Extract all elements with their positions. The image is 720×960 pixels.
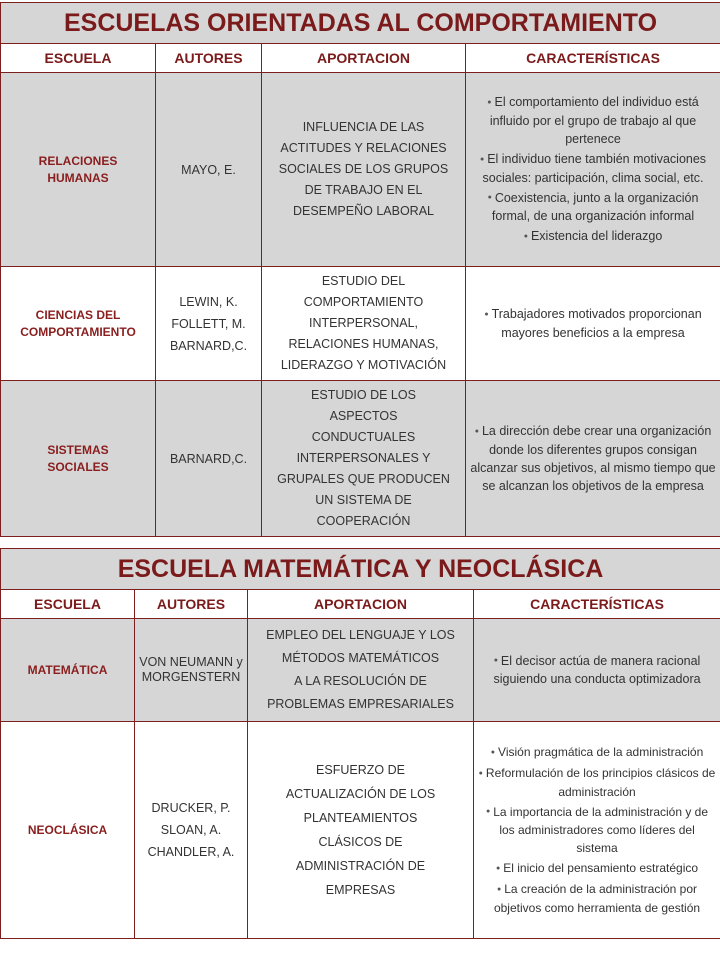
table-title: ESCUELA MATEMÁTICA Y NEOCLÁSICA <box>1 549 720 590</box>
autores-cell <box>156 73 262 267</box>
escuela-cell <box>1 381 156 537</box>
aportacion-line: INTERPERSONALES Y <box>296 451 431 465</box>
autor-line: CHANDLER, A. <box>147 845 235 859</box>
caracteristica-item-text: El decisor actúa de manera racional siguiendo una conducta optimizadora <box>493 653 701 687</box>
bullet-icon: ● <box>487 98 492 106</box>
caracteristica-item-text: La dirección debe crear una organización donde los diferentes grupos consigan alcanzar sus objetivos, al mismo tiempo que se alcanzan los objetivos de la empresa <box>470 424 716 493</box>
caracteristicas-cell <box>474 722 720 939</box>
aportacion-cell <box>262 381 466 537</box>
col-header-autores: AUTORES <box>156 44 262 73</box>
table-row <box>1 722 720 939</box>
escuela-line: SOCIALES <box>47 459 109 474</box>
caracteristica-item-text: Coexistencia, junto a la organización formal, de una organización informal <box>491 190 699 224</box>
bullet-icon: ● <box>487 194 492 202</box>
autores-cell <box>156 381 262 537</box>
bullet-icon: ● <box>486 808 491 816</box>
aportacion-line: MÉTODOS MATEMÁTICOS <box>281 651 440 665</box>
escuela-cell <box>1 619 135 722</box>
aportacion-line: ACTITUDES Y RELACIONES <box>280 141 447 155</box>
bullet-icon: ● <box>496 865 501 873</box>
autor-line: SLOAN, A. <box>160 823 222 837</box>
aportacion-line: EMPRESAS <box>325 883 396 897</box>
aportacion-line: PLANTEAMIENTOS <box>303 811 418 825</box>
escuela-line: CIENCIAS DEL <box>35 307 121 322</box>
aportacion-line: GRUPALES QUE PRODUCEN <box>277 472 450 486</box>
col-header-caracteristicas: CARACTERÍSTICAS <box>474 590 720 619</box>
caracteristicas-cell <box>466 73 720 267</box>
aportacion-line: CLÁSICOS DE <box>318 835 403 849</box>
autor-line: BARNARD,C. <box>169 451 248 466</box>
caracteristica-item <box>478 764 716 801</box>
caracteristica-item <box>470 189 716 226</box>
aportacion-line: RELACIONES HUMANAS, <box>288 337 439 351</box>
caracteristica-item <box>478 859 716 878</box>
aportacion-line: ADMINISTRACIÓN DE <box>295 859 426 873</box>
autor-line: BARNARD,C. <box>169 338 248 353</box>
caracteristica-item-text: La importancia de la administración y de los administradores como líderes del sistema <box>493 804 709 856</box>
col-header-autores: AUTORES <box>135 590 248 619</box>
aportacion-line: PROBLEMAS EMPRESARIALES <box>267 697 454 711</box>
aportacion-line: ESFUERZO DE <box>316 763 405 777</box>
aportacion-line: UN SISTEMA DE <box>315 493 412 507</box>
col-header-escuela: ESCUELA <box>1 44 156 73</box>
autor-line: MAYO, E. <box>181 162 236 177</box>
bullet-icon: ● <box>523 232 528 240</box>
aportacion-cell <box>262 267 466 381</box>
caracteristica-item <box>470 422 716 495</box>
aportacion-line: COOPERACIÓN <box>316 514 411 528</box>
aportacion-line: ASPECTOS <box>329 409 398 423</box>
col-header-escuela: ESCUELA <box>1 590 135 619</box>
aportacion-line: DE TRABAJO EN EL <box>304 183 423 197</box>
caracteristica-item <box>470 227 716 246</box>
aportacion-line: ESTUDIO DEL <box>321 274 406 288</box>
caracteristica-item-text: La creación de la administración por objetivos como herramienta de gestión <box>493 882 701 916</box>
aportacion-line: ACTUALIZACIÓN DE LOS <box>285 787 436 801</box>
aportacion-cell <box>262 73 466 267</box>
bullet-icon: ● <box>490 748 496 756</box>
table-row <box>1 619 720 722</box>
escuela-line: SISTEMAS <box>47 442 109 457</box>
caracteristica-item <box>470 305 716 342</box>
caracteristica-item-text: Trabajadores motivados proporcionan mayores beneficios a la empresa <box>491 307 702 340</box>
aportacion-line: COMPORTAMIENTO <box>303 295 424 309</box>
bullet-icon: ● <box>474 427 479 435</box>
caracteristica-item <box>478 803 716 858</box>
aportacion-line: CONDUCTUALES <box>311 430 416 444</box>
caracteristica-item <box>478 652 716 689</box>
col-header-aportacion: APORTACION <box>248 590 474 619</box>
autores-cell <box>156 267 262 381</box>
escuela-cell <box>1 73 156 267</box>
col-header-caracteristicas: CARACTERÍSTICAS <box>466 44 720 73</box>
autor-line: FOLLETT, M. <box>171 316 246 331</box>
caracteristica-item <box>470 93 716 148</box>
escuela-line: RELACIONES <box>38 153 118 168</box>
caracteristica-item-text: Existencia del liderazgo <box>530 229 663 244</box>
caracteristica-item-text: Visión pragmática de la administración <box>498 744 704 759</box>
aportacion-cell <box>248 619 474 722</box>
caracteristicas-cell <box>466 381 720 537</box>
table-title: ESCUELAS ORIENTADAS AL COMPORTAMIENTO <box>1 3 720 44</box>
aportacion-line: SOCIALES DE LOS GRUPOS <box>278 162 449 176</box>
bullet-icon: ● <box>493 657 498 665</box>
aportacion-line: EMPLEO DEL LENGUAJE Y LOS <box>266 628 455 642</box>
autor-line: MORGENSTERN <box>141 670 241 684</box>
autor-line: LEWIN, K. <box>179 294 238 309</box>
aportacion-line: DESEMPEÑO LABORAL <box>292 204 434 218</box>
aportacion-line: INFLUENCIA DE LAS <box>302 120 425 134</box>
aportacion-line: A LA RESOLUCIÓN DE <box>294 674 427 688</box>
caracteristica-item-text: Reformulación de los principios clásicos de administración <box>485 765 716 799</box>
caracteristica-item <box>478 743 716 762</box>
bullet-icon: ● <box>479 155 485 163</box>
autor-line: VON NEUMANN y <box>139 655 243 669</box>
autor-line: DRUCKER, P. <box>151 801 231 815</box>
bullet-icon: ● <box>497 886 502 894</box>
table-row <box>1 73 720 267</box>
caracteristicas-cell <box>474 619 720 722</box>
caracteristica-item-text: El individuo tiene también motivaciones sociales: participación, clima social, etc. <box>482 151 707 185</box>
escuela-line: COMPORTAMIENTO <box>20 324 136 339</box>
caracteristica-item-text: El inicio del pensamiento estratégico <box>503 861 699 876</box>
caracteristica-item <box>470 150 716 187</box>
caracteristicas-cell <box>466 267 720 381</box>
escuela-line: NEOCLÁSICA <box>27 822 108 837</box>
caracteristica-item <box>478 880 716 917</box>
behavior-schools-table <box>0 2 720 537</box>
bullet-icon: ● <box>478 769 483 777</box>
math-neoclassic-schools-table <box>0 548 720 939</box>
escuela-line: MATEMÁTICA <box>27 662 108 677</box>
escuela-line: HUMANAS <box>47 170 109 185</box>
table-row <box>1 267 720 381</box>
autores-cell <box>135 619 248 722</box>
col-header-aportacion: APORTACION <box>262 44 466 73</box>
table-row <box>1 381 720 537</box>
autores-cell <box>135 722 248 939</box>
escuela-cell <box>1 722 135 939</box>
aportacion-line: ESTUDIO DE LOS <box>311 388 416 402</box>
escuela-cell <box>1 267 156 381</box>
aportacion-line: INTERPERSONAL, <box>308 316 419 330</box>
caracteristica-item-text: El comportamiento del individuo está influido por el grupo de trabajo al que pertenece <box>489 95 699 146</box>
aportacion-line: LIDERAZGO Y MOTIVACIÓN <box>280 358 447 372</box>
aportacion-cell <box>248 722 474 939</box>
bullet-icon: ● <box>484 310 489 318</box>
